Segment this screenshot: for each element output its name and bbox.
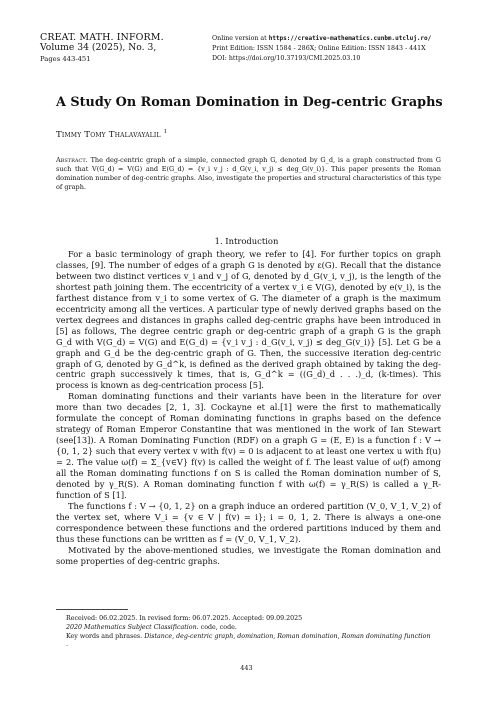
online-version-line: Online version at https://creative-mathematics.cunbm.utcluj.ro/: [212, 35, 432, 42]
footnote-keywords-tail: .: [66, 641, 69, 649]
doi-line[interactable]: DOI: https://doi.org/10.37193/CMI.2025.03.10: [212, 55, 361, 62]
footnote-received: Received: 06.02.2025. In revised form: 06.07.2025. Accepted: 09.09.2025: [66, 615, 303, 622]
publication-info: [212, 34, 431, 64]
abstract-label: Abstract.: [56, 156, 88, 164]
journal-info: [40, 33, 164, 64]
abstract-text: The deg-centric graph of a simple, connected graph G, denoted by G_d, is a graph constructed from G such that V(G_d) = V(G) and E(G_d) = {v_i v_j : d_G(v_i, v_j) ≤ deg_G(v_i)}. This paper presents the Roman domination number of deg-centric graphs. Also, investigate the properties and structural characteristics of this type of graph.: [56, 156, 441, 192]
footnote-rule: [56, 609, 128, 610]
journal-name: CREAT. MATH. INFORM.: [40, 32, 164, 43]
issn-line: Print Edition: ISSN 1584 - 286X; Online Edition: ISSN 1843 - 441X: [212, 45, 426, 52]
abstract: [56, 156, 441, 192]
author-line: [56, 129, 167, 140]
author-footnote-mark: 1: [163, 129, 168, 135]
paragraph-4: Motivated by the above-mentioned studies, we investigate the Roman domination and some properties of deg-centric graphs.: [56, 544, 441, 566]
paragraph-2: Roman dominating functions and their variants have been in the literature for over more than two decades [2, 1, 3]. Cockayne et al.[1] were the first to mathematically formulate the concept of Roman dominating functions in graphs based on the defence strategy of Roman Emperor Constantine that was mentioned in the work of Ian Stewart (see[13]). A Roman Dominating Function (RDF) on a graph G = (E, E) is a function f : V → {0, 1, 2} such that every vertex v with f(v) = 0 is adjacent to at least one vertex u with f(u) = 2. The value ω(f) = Σ_{v∈V} f(v) is called the weight of f. The least value of ω(f) among all the Roman dominating functions f on S is called the Roman domination number of S, denoted by γ_R(S). A Roman dominating function f with ω(f) = γ_R(S) is called a γ_R-function of S [1].: [56, 391, 441, 500]
journal-volume: Volume 34 (2025), No. 3,: [40, 42, 157, 54]
footnote-keywords: Key words and phrases. Distance, deg-centric graph, domination, Roman domination, Roman dominating function: [66, 632, 431, 640]
introduction-body: [56, 249, 441, 567]
paragraph-1: For a basic terminology of graph theory, we refer to [4]. For further topics on graph classes, [9]. The number of edges of a graph G is denoted by ε(G). Recall that the distance between two distinct vertices v_i and v_j of G, denoted by d_G(v_i, v_j), is the length of the shortest path joining them. The eccentricity of a vertex v_i ∈ V(G), denoted by e(v_i), is the farthest distance from v_i to some vertex of G. The diameter of a graph is the maximum eccentricity among all the vertices. A particular type of newly derived graphs based on the vertex degrees and distances in graphs called deg-centric graphs have been introduced in [5] as follows, The degree centric graph or deg-centric graph of a graph G is the graph G_d with V(G_d) = V(G) and E(G_d) = {v_i v_j : d_G(v_i, v_j) ≤ deg_G(v_i)} [5]. Let G be a graph and G_d be the deg-centric graph of G. Then, the successive iteration deg-centric graph of G, denoted by G_d^k, is defined as the derived graph obtained by taking the deg-centric graph successively k times, that is, G_d^k = ((G_d)_d . . .)_d, (k-times). This process is known as deg-centrication process [5].: [56, 249, 441, 391]
footnotes: [56, 615, 451, 650]
author-name: Timmy Tomy Thalavayalil: [56, 129, 161, 140]
page-number: 443: [240, 664, 253, 672]
section-heading-introduction: 1. Introduction: [214, 236, 279, 246]
paragraph-3: The functions f : V → {0, 1, 2} on a graph induce an ordered partition (V_0, V_1, V_2) of the vertex set, where V_i = {v ∈ V | f(v) = i}; i = 0, 1, 2. There is always a one-one correspondence between these functions and the ordered partitions induced by them and thus these functions can be written as f = (V_0, V_1, V_2).: [56, 500, 441, 544]
paper-title: A Study On Roman Domination in Deg-centric Graphs: [56, 95, 443, 110]
journal-pages: Pages 443-451: [40, 54, 91, 63]
footnote-msc: 2020 Mathematics Subject Classification. code, code.: [66, 623, 237, 631]
online-url[interactable]: https://creative-mathematics.cunbm.utcluj.ro/: [268, 35, 432, 42]
